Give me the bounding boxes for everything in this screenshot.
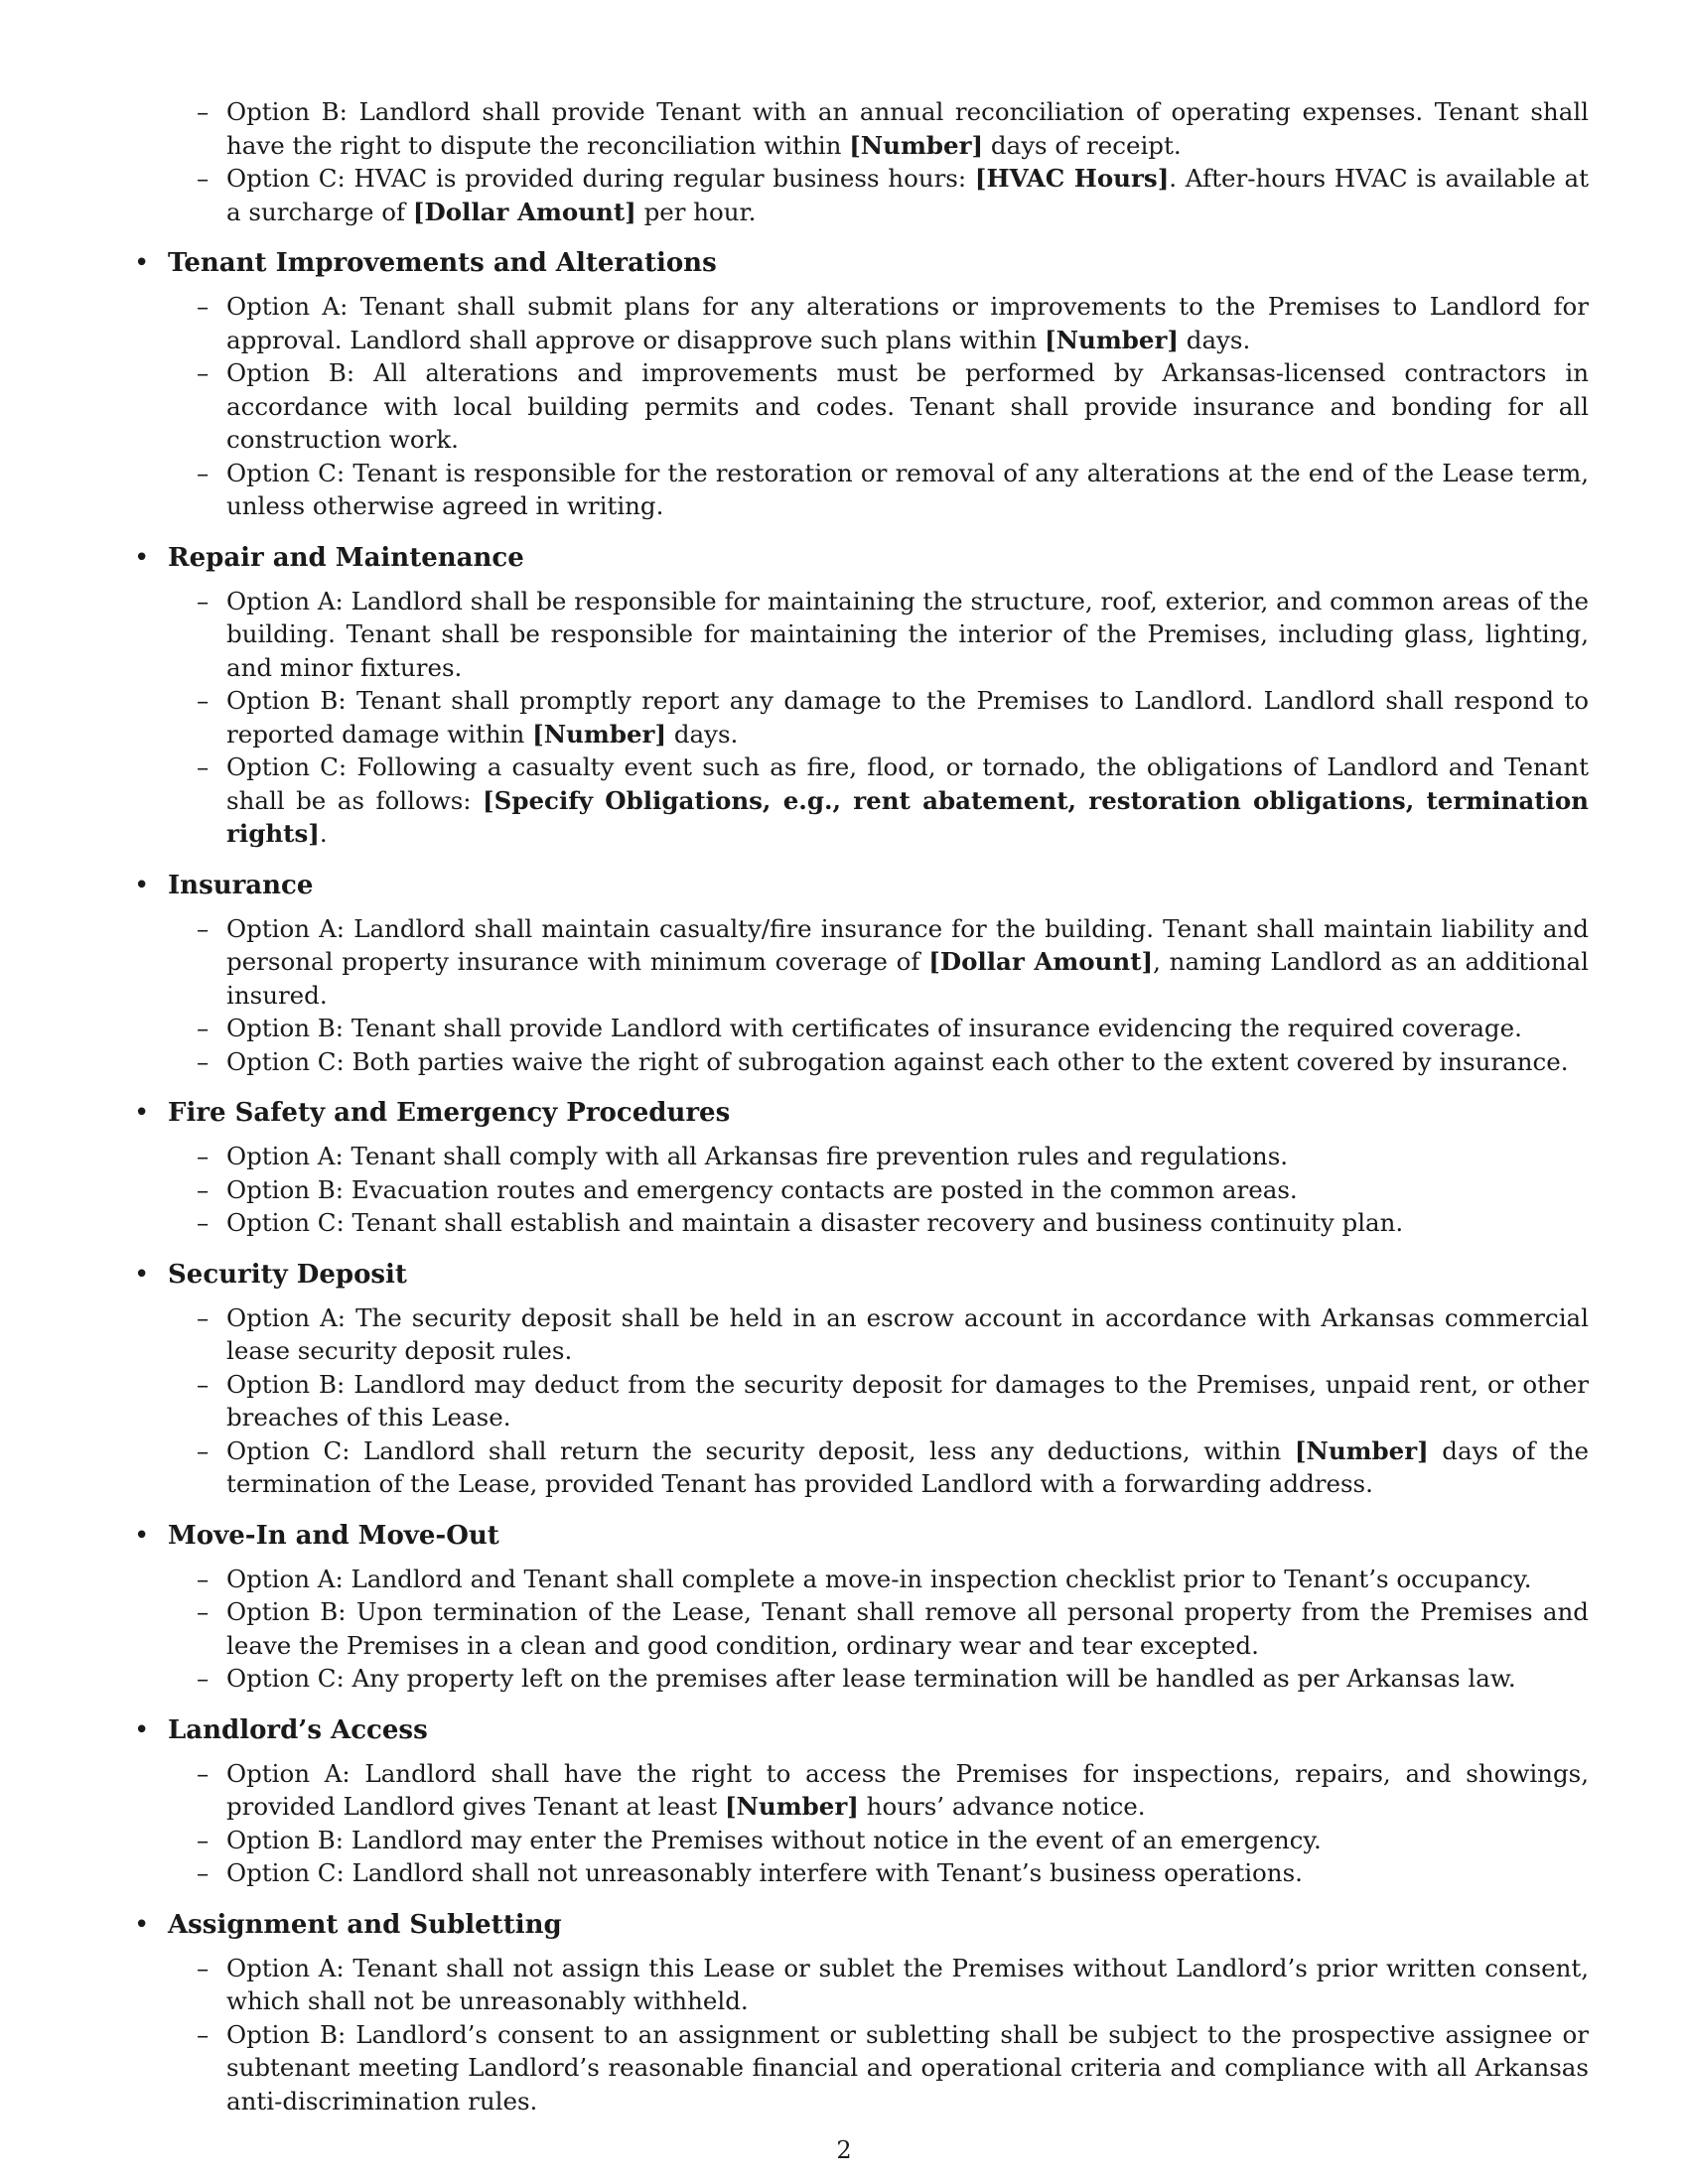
option-item: [134, 1563, 1589, 1596]
lease-section: [134, 246, 1589, 523]
option-item: [134, 751, 1589, 851]
lease-section: [134, 869, 1589, 1079]
option-text: Option A: The security deposit shall be held in an escrow account in accordance with Arkansas commercial lease security deposit rules.: [226, 1302, 1589, 1365]
option-text: Option C: Tenant is responsible for the restoration or removal of any alterations at the end of the Lease term, unless otherwise agreed in writing.: [226, 458, 1589, 520]
option-text: Option C: Any property left on the premises after lease termination will be handled as per Arkansas law.: [226, 1664, 1516, 1693]
option-text: Option C: Landlord shall return the security deposit, less any deductions, within: [226, 1435, 1295, 1465]
placeholder-field: [Dollar Amount]: [928, 947, 1154, 976]
option-item: [134, 1434, 1589, 1501]
lease-document: [134, 95, 1589, 2135]
option-text: days.: [666, 719, 739, 749]
option-text: Option B: Upon termination of the Lease, Tenant shall remove all personal property from the Premises and leave the Premises in a clean and good condition, ordinary wear and tear excepted.: [226, 1597, 1589, 1660]
section-title: • Insurance: [134, 869, 1589, 902]
options-list: [134, 1563, 1589, 1696]
option-text: Option B: Landlord may enter the Premises without notice in the event of an emergency.: [226, 1825, 1322, 1854]
page-number: 2: [836, 2136, 852, 2164]
option-text: Option A: Landlord and Tenant shall complete a move-in inspection checklist prior to Tenant’s occupancy.: [226, 1564, 1532, 1593]
placeholder-field: [Number]: [1294, 1435, 1429, 1465]
continued-options-list: [134, 95, 1589, 228]
option-text: Option B: All alterations and improvements must be performed by Arkansas-licensed contractors in accordance with local building permits and codes. Tenant shall provide insurance and bonding for all construction work.: [226, 358, 1589, 454]
option-item: [134, 1757, 1589, 1824]
option-text: days of receipt.: [983, 130, 1182, 160]
option-text: Option C: HVAC is provided during regular business hours:: [226, 164, 975, 193]
option-item: [134, 684, 1589, 751]
placeholder-field: [Number]: [849, 130, 984, 160]
option-item: [134, 1368, 1589, 1434]
lease-section: [134, 1713, 1589, 1890]
placeholder-field: [Specify Obligations, e.g., rent abatement, restoration obligations, termination rights]: [226, 785, 1589, 848]
sections-container: [134, 246, 1589, 2117]
option-item: [134, 457, 1589, 523]
option-text: Option B: Landlord may deduct from the security deposit for damages to the Premises, unpaid rent, or other breaches of this Lease.: [226, 1369, 1589, 1432]
section-title: • Tenant Improvements and Alterations: [134, 246, 1589, 280]
option-item: [134, 1824, 1589, 1857]
lease-section: [134, 1908, 1589, 2118]
section-title: • Fire Safety and Emergency Procedures: [134, 1096, 1589, 1130]
section-title: • Assignment and Subletting: [134, 1908, 1589, 1942]
option-item: [134, 1856, 1589, 1890]
section-title: • Repair and Maintenance: [134, 541, 1589, 575]
option-text: Option B: Tenant shall promptly report any damage to the Premises to Landlord. Landlord shall respond to reported damage within: [226, 686, 1589, 749]
option-text: Option A: Tenant shall submit plans for any alterations or improvements to the Premises to Landlord for approval. Landlord shall approve or disapprove such plans within: [226, 292, 1589, 354]
option-text: . After-hours HVAC is available at a surcharge of: [226, 164, 1590, 226]
option-item: [134, 585, 1589, 685]
section-title: • Landlord’s Access: [134, 1713, 1589, 1747]
options-list: [134, 912, 1589, 1079]
option-text: Option A: Landlord shall be responsible for maintaining the structure, roof, exterior, and common areas of the building. Tenant shall be responsible for maintaining the interior of the Premises, including glass, lighting, and minor fixtures.: [226, 586, 1589, 682]
option-text: days.: [1178, 325, 1251, 354]
options-list: [134, 1757, 1589, 1890]
option-text: Option B: Tenant shall provide Landlord with certificates of insurance evidencing the required coverage.: [226, 1014, 1522, 1042]
option-text: Option C: Tenant shall establish and maintain a disaster recovery and business continuity plan.: [226, 1208, 1404, 1237]
lease-section: [134, 1096, 1589, 1240]
section-title: • Security Deposit: [134, 1258, 1589, 1292]
option-text: Option A: Tenant shall not assign this Lease or sublet the Premises without Landlord’s prior written consent, which shall not be unreasonably withheld.: [226, 1953, 1589, 2015]
option-item: [134, 1595, 1589, 1662]
option-item: [134, 1012, 1589, 1045]
option-item: [134, 912, 1589, 1013]
option-text: hours’ advance notice.: [858, 1792, 1146, 1821]
options-list: [134, 585, 1589, 851]
option-item: [134, 1173, 1589, 1207]
placeholder-field: [Number]: [1045, 325, 1179, 354]
option-text: Option C: Following a casualty event such as fire, flood, or tornado, the obligations of Landlord and Tenant shall be as follows:: [226, 752, 1589, 815]
lease-section: [134, 541, 1589, 851]
option-text: Option A: Landlord shall maintain casualty/fire insurance for the building. Tenant shall maintain liability and personal property insurance with minimum coverage of: [226, 913, 1589, 976]
option-item: [134, 2018, 1589, 2118]
options-list: [134, 1301, 1589, 1501]
option-item: [134, 1952, 1589, 2018]
option-item: [134, 1140, 1589, 1173]
options-list: [134, 290, 1589, 523]
option-text: Option C: Landlord shall not unreasonably interfere with Tenant’s business operations.: [226, 1858, 1303, 1887]
option-item: [134, 95, 1589, 162]
option-item: [134, 356, 1589, 457]
placeholder-field: [Dollar Amount]: [412, 197, 636, 226]
option-item: [134, 1301, 1589, 1368]
lease-section: [134, 1519, 1589, 1696]
options-list: [134, 1952, 1589, 2118]
option-text: Option A: Landlord shall have the right to access the Premises for inspections, repairs, and showings, provided Landlord gives Tenant at least: [226, 1758, 1589, 1821]
lease-section: [134, 1258, 1589, 1501]
option-text: Option B: Landlord’s consent to an assignment or subletting shall be subject to the prospective assignee or subtenant meeting Landlord’s reasonable financial and operational criteria and compliance with all Arkansas anti-discrimination rules.: [226, 2019, 1589, 2116]
option-text: Option A: Tenant shall comply with all Arkansas fire prevention rules and regulations.: [226, 1142, 1289, 1170]
option-text: Option C: Both parties waive the right of subrogation against each other to the extent covered by insurance.: [226, 1046, 1569, 1076]
option-item: [134, 1206, 1589, 1240]
option-item: [134, 1045, 1589, 1079]
option-text: .: [319, 819, 328, 848]
section-title: • Move-In and Move-Out: [134, 1519, 1589, 1553]
option-item: [134, 162, 1589, 228]
placeholder-field: [HVAC Hours]: [974, 164, 1170, 193]
placeholder-field: [Number]: [532, 719, 667, 749]
option-text: Option B: Landlord shall provide Tenant with an annual reconciliation of operating expenses. Tenant shall have the right to dispute the reconciliation within: [226, 97, 1589, 160]
option-item: [134, 290, 1589, 356]
option-text: , naming Landlord as an additional insured.: [226, 947, 1589, 1010]
placeholder-field: [Number]: [724, 1792, 859, 1821]
options-list: [134, 1140, 1589, 1240]
option-item: [134, 1662, 1589, 1696]
option-text: Option B: Evacuation routes and emergency contacts are posted in the common areas.: [226, 1174, 1298, 1204]
option-text: days of the termination of the Lease, provided Tenant has provided Landlord with a forwarding address.: [226, 1435, 1589, 1498]
option-text: per hour.: [635, 197, 757, 226]
